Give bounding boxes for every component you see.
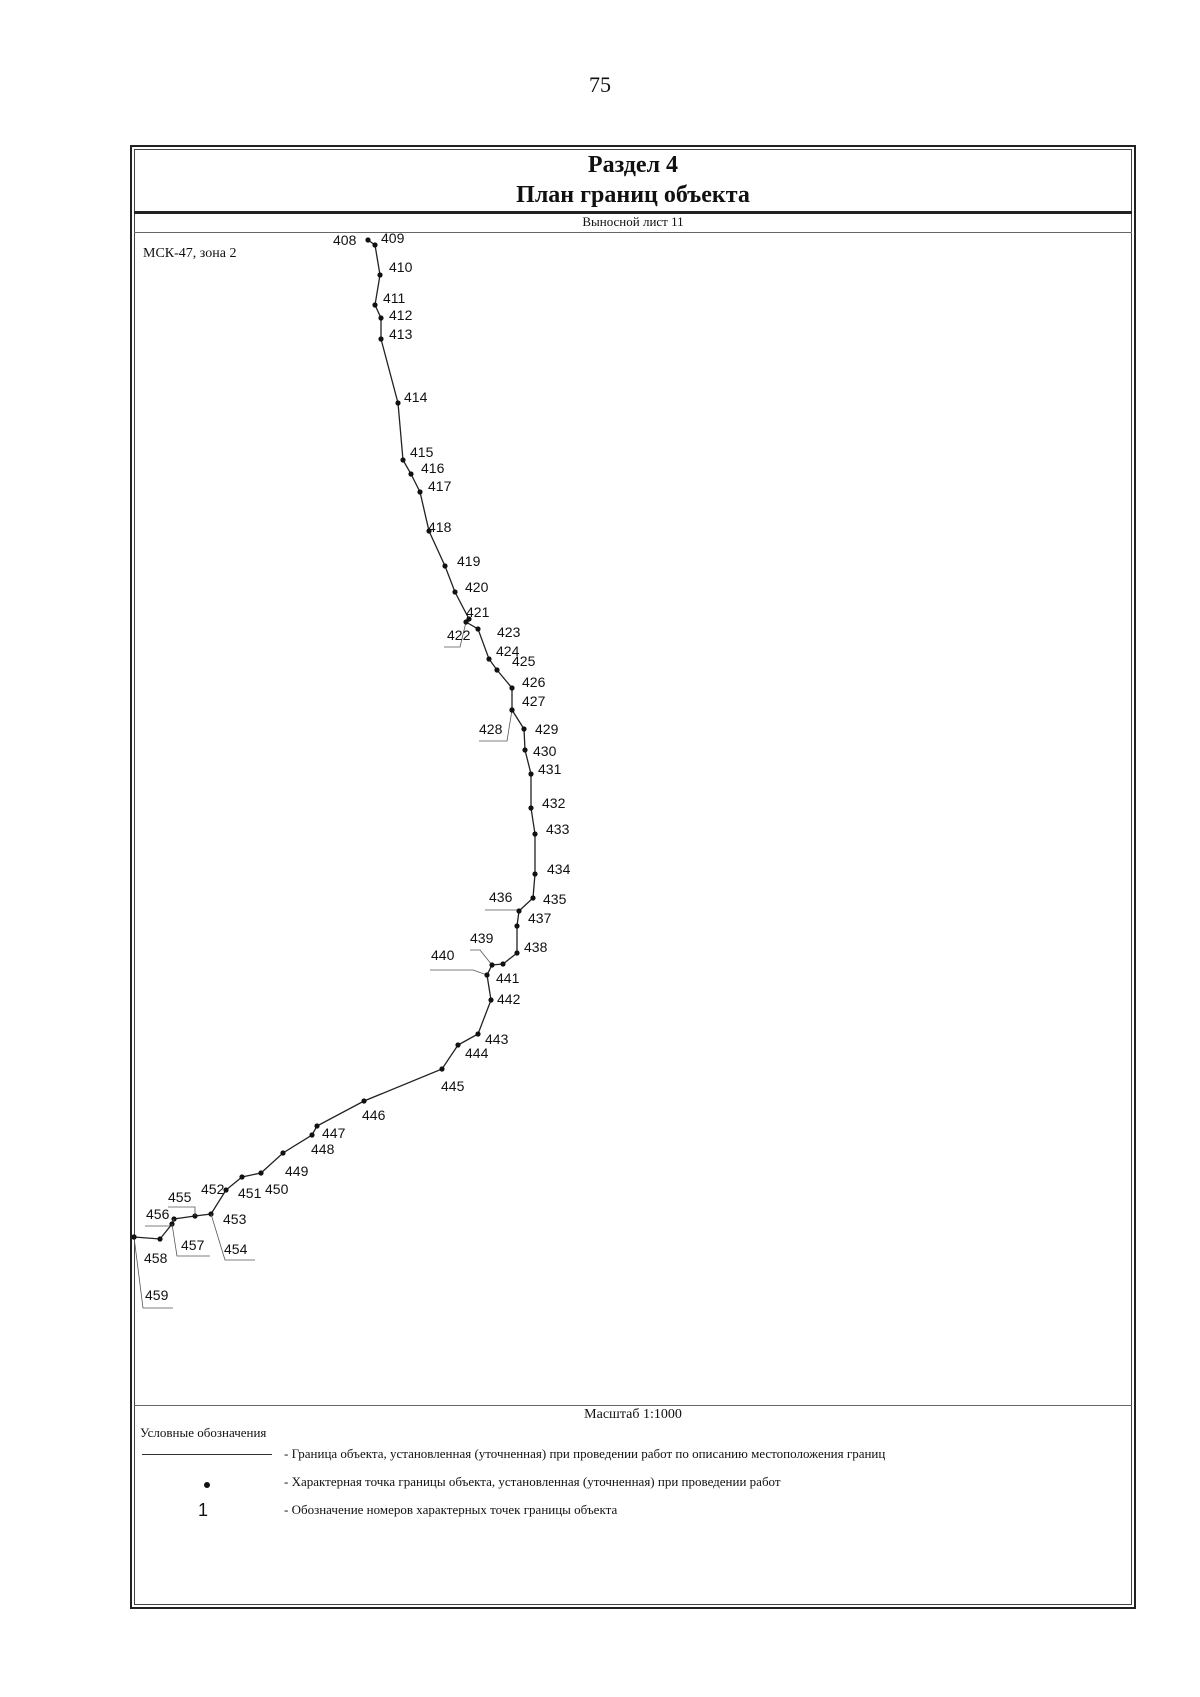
point-label-422: 422 xyxy=(447,627,471,643)
point-label-449: 449 xyxy=(285,1163,309,1179)
point-label-429: 429 xyxy=(535,721,559,737)
boundary-point-459 xyxy=(131,1234,136,1239)
point-label-458: 458 xyxy=(144,1250,168,1266)
boundary-point-428 xyxy=(509,707,514,712)
boundary-line xyxy=(134,240,535,1239)
point-label-453: 453 xyxy=(223,1211,247,1227)
point-label-415: 415 xyxy=(410,444,434,460)
point-label-439: 439 xyxy=(470,930,494,946)
legend-text: - Характерная точка границы объекта, установленная (уточненная) при проведении работ xyxy=(284,1474,781,1489)
leader-line-436 xyxy=(485,910,519,911)
boundary-point-437 xyxy=(514,923,519,928)
point-label-452: 452 xyxy=(201,1181,225,1197)
boundary-point-420 xyxy=(452,589,457,594)
point-label-408: 408 xyxy=(333,232,357,248)
boundary-point-431 xyxy=(528,771,533,776)
point-label-451: 451 xyxy=(238,1185,262,1201)
point-label-445: 445 xyxy=(441,1078,465,1094)
boundary-point-442 xyxy=(488,997,493,1002)
boundary-point-416 xyxy=(408,471,413,476)
legend-text: - Граница объекта, установленная (уточненная) при проведении работ по описанию местоположения границ xyxy=(284,1446,886,1461)
boundary-point-417 xyxy=(417,489,422,494)
legend-dot-symbol xyxy=(140,1472,275,1494)
boundary-point-425 xyxy=(494,667,499,672)
legend-number-symbol: 1 xyxy=(198,1500,209,1520)
boundary-point-408 xyxy=(365,237,370,242)
leader-line-455 xyxy=(168,1207,195,1216)
leader-line-439 xyxy=(470,950,492,965)
boundary-point-451 xyxy=(239,1174,244,1179)
boundary-point-440 xyxy=(489,962,494,967)
boundary-point-439 xyxy=(500,961,505,966)
boundary-point-410 xyxy=(377,272,382,277)
legend-row-point xyxy=(140,1472,1120,1494)
legend-row-number xyxy=(140,1500,1120,1522)
point-label-426: 426 xyxy=(522,674,546,690)
boundary-point-445 xyxy=(439,1066,444,1071)
legend-line-symbol xyxy=(140,1444,275,1466)
boundary-point-432 xyxy=(528,805,533,810)
boundary-point-436 xyxy=(516,908,521,913)
point-label-414: 414 xyxy=(404,389,428,405)
boundary-point-429 xyxy=(521,726,526,731)
point-label-413: 413 xyxy=(389,326,413,342)
point-label-428: 428 xyxy=(479,721,503,737)
point-label-435: 435 xyxy=(543,891,567,907)
point-label-425: 425 xyxy=(512,653,536,669)
point-label-419: 419 xyxy=(457,553,481,569)
boundary-point-414 xyxy=(395,400,400,405)
scale-label: Масштаб 1:1000 xyxy=(584,1407,682,1422)
boundary-point-433 xyxy=(532,831,537,836)
point-label-427: 427 xyxy=(522,693,546,709)
boundary-point-415 xyxy=(400,457,405,462)
boundary-point-434 xyxy=(532,871,537,876)
point-label-432: 432 xyxy=(542,795,566,811)
point-label-424: 424 xyxy=(496,643,520,659)
boundary-point-450 xyxy=(258,1170,263,1175)
point-label-430: 430 xyxy=(533,743,557,759)
point-label-421: 421 xyxy=(466,604,490,620)
point-label-411: 411 xyxy=(383,290,406,306)
point-label-454: 454 xyxy=(224,1241,248,1257)
sheet-label: Выносной лист 11 xyxy=(582,214,684,229)
point-label-438: 438 xyxy=(524,939,548,955)
point-label-416: 416 xyxy=(421,460,445,476)
point-label-443: 443 xyxy=(485,1031,509,1047)
boundary-point-426 xyxy=(509,685,514,690)
boundary-point-419 xyxy=(442,563,447,568)
point-label-444: 444 xyxy=(465,1045,489,1061)
boundary-point-409 xyxy=(372,242,377,247)
boundary-point-457 xyxy=(157,1236,162,1241)
boundary-point-412 xyxy=(378,315,383,320)
boundary-point-435 xyxy=(530,895,535,900)
legend-title: Условные обозначения xyxy=(140,1425,267,1440)
point-label-412: 412 xyxy=(389,307,413,323)
point-label-420: 420 xyxy=(465,579,489,595)
point-label-410: 410 xyxy=(389,259,413,275)
boundary-point-422 xyxy=(463,619,468,624)
boundary-point-448 xyxy=(309,1132,314,1137)
boundary-point-441 xyxy=(484,972,489,977)
section-title: Раздел 4 xyxy=(587,152,679,178)
leader-line-440 xyxy=(430,970,487,975)
boundary-point-447 xyxy=(314,1123,319,1128)
point-label-459: 459 xyxy=(145,1287,169,1303)
boundary-point-444 xyxy=(455,1042,460,1047)
point-label-423: 423 xyxy=(497,624,521,640)
point-label-441: 441 xyxy=(496,970,520,986)
point-label-437: 437 xyxy=(528,910,552,926)
boundary-point-430 xyxy=(522,747,527,752)
point-label-447: 447 xyxy=(322,1125,346,1141)
point-label-433: 433 xyxy=(546,821,570,837)
point-label-455: 455 xyxy=(168,1189,192,1205)
point-label-418: 418 xyxy=(428,519,452,535)
point-label-409: 409 xyxy=(381,230,405,246)
point-label-446: 446 xyxy=(362,1107,386,1123)
point-label-436: 436 xyxy=(489,889,513,905)
boundary-point-443 xyxy=(475,1031,480,1036)
coordinate-system-label: МСК-47, зона 2 xyxy=(143,246,237,261)
point-label-450: 450 xyxy=(265,1181,289,1197)
legend-text: - Обозначение номеров характерных точек границы объекта xyxy=(284,1502,618,1517)
point-label-457: 457 xyxy=(181,1237,205,1253)
boundary-point-423 xyxy=(475,626,480,631)
point-label-456: 456 xyxy=(146,1206,170,1222)
point-label-442: 442 xyxy=(497,991,521,1007)
boundary-point-438 xyxy=(514,950,519,955)
boundary-point-411 xyxy=(372,302,377,307)
point-label-417: 417 xyxy=(428,478,452,494)
boundary-point-413 xyxy=(378,336,383,341)
point-label-434: 434 xyxy=(547,861,571,877)
boundary-point-449 xyxy=(280,1150,285,1155)
page-number: 75 xyxy=(589,72,611,97)
plan-title: План границ объекта xyxy=(516,182,750,208)
legend-row-boundary xyxy=(140,1444,1120,1466)
boundary-point-424 xyxy=(486,656,491,661)
point-label-448: 448 xyxy=(311,1141,335,1157)
boundary-point-446 xyxy=(361,1098,366,1103)
point-label-431: 431 xyxy=(538,761,562,777)
point-label-440: 440 xyxy=(431,947,455,963)
